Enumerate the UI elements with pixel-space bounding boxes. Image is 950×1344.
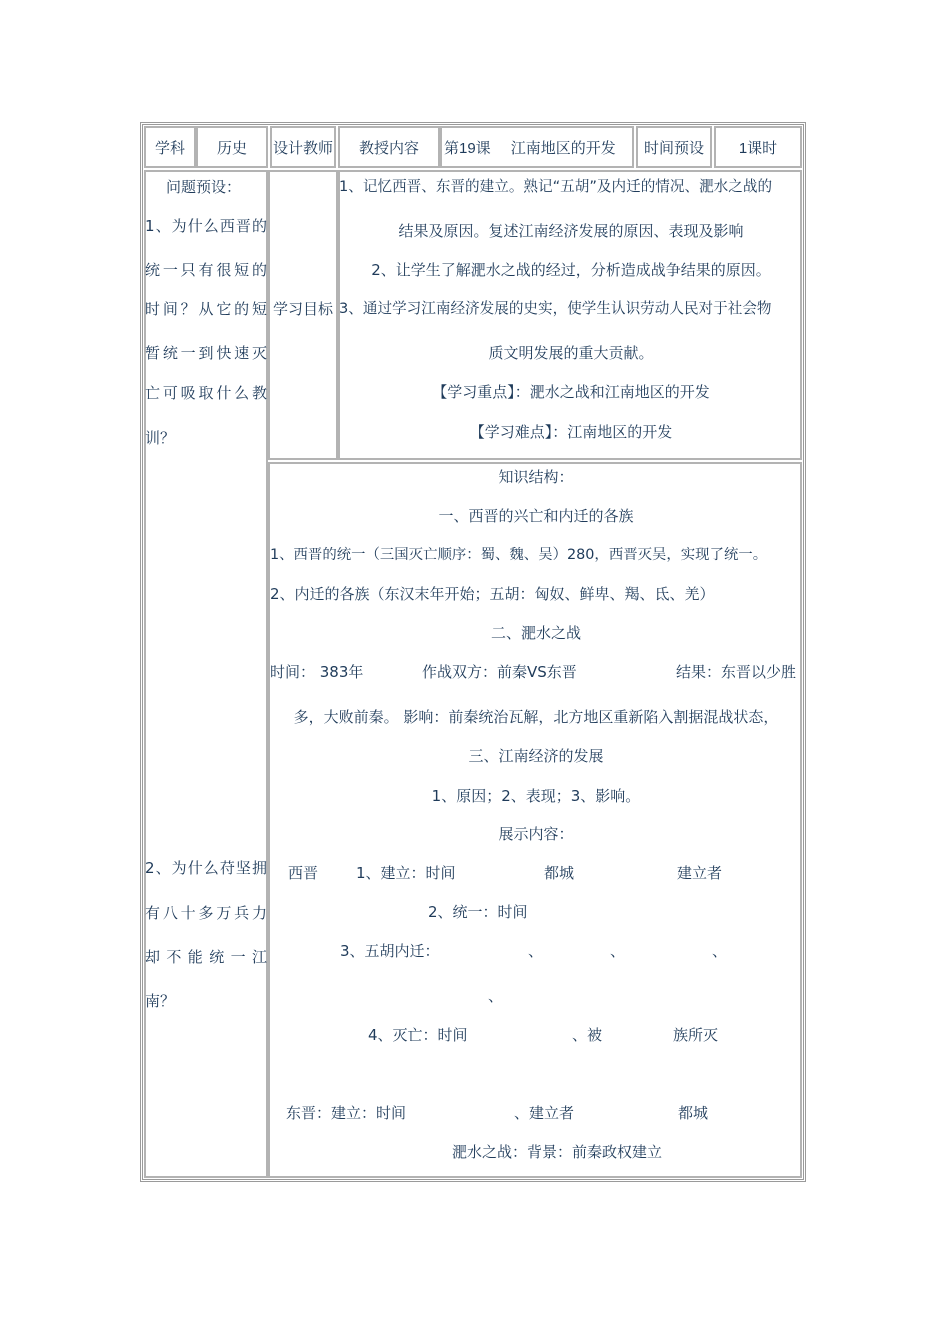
knowledge-title: 知识结构：: [498, 468, 574, 486]
goals-label: 学习目标: [272, 300, 333, 318]
questions-cell: [144, 170, 268, 1178]
dongjin-capital: 都城: [678, 1104, 709, 1122]
section-1-title: 一、西晋的兴亡和内迁的各族: [438, 507, 634, 525]
difficult-point: 【学习难点】：江南地区的开发: [469, 423, 673, 441]
time-value: 1课时: [738, 139, 778, 157]
section-2-sides: 作战双方：前秦VS东晋: [422, 663, 577, 681]
dongjin-found-time: 东晋：建立：时间: [286, 1104, 407, 1122]
migration-separator-4: 、: [488, 987, 504, 1005]
xijin-unify-time: 2、统一：时间: [428, 903, 528, 921]
lesson-cell: [440, 126, 634, 168]
subject-value: 历史: [216, 138, 247, 157]
question-1-line: 统一只有很短的: [145, 261, 267, 279]
xijin-label: 西晋: [288, 864, 319, 882]
content-label: 教授内容: [358, 138, 419, 157]
goal-3-line-1: 3、通过学习江南经济发展的史实，使学生认识劳动人民对于社会物: [339, 300, 772, 317]
subject-label-cell: [144, 126, 196, 168]
goal-3-line-2: 质文明发展的重大贡献。: [488, 344, 654, 362]
dongjin-founder: 、建立者: [514, 1104, 575, 1122]
goal-1-line-2: 结果及原因。复述江南经济发展的原因、表现及影响: [398, 222, 744, 240]
goal-2: 2、让学生了解淝水之战的经过，分析造成战争结果的原因。: [371, 261, 771, 279]
time-label-cell: [636, 126, 712, 168]
migration-separator-3: 、: [712, 942, 728, 960]
question-2-line: 却不能统一江: [145, 948, 267, 966]
question-1-line: 训？: [145, 429, 176, 447]
goal-1-line-1: 1、记忆西晋、东晋的建立。熟记“五胡”及内迁的情况、淝水之战的: [339, 178, 773, 195]
lesson-number: 第19课: [444, 139, 491, 157]
subject-label: 学科: [154, 138, 185, 157]
section-1-item-2: 2、内迁的各族（东汉末年开始；五胡：匈奴、鲜卑、羯、氐、羌）: [270, 585, 715, 603]
xijin-founder: 建立者: [677, 864, 723, 882]
question-1-line: 时间？从它的短: [145, 300, 267, 318]
content-label-cell: [338, 126, 440, 168]
section-2-line-2: 多，大败前秦。 影响：前秦统治瓦解，北方地区重新陷入割据混战状态，: [293, 708, 779, 726]
xijin-fall-time: 4、灭亡：时间: [368, 1026, 468, 1044]
xijin-migration: 3、五胡内迁：: [340, 942, 440, 960]
section-3-title: 三、江南经济的发展: [468, 747, 604, 765]
question-2-line: 有八十多万兵力: [145, 904, 267, 922]
xijin-found-time: 1、建立：时间: [356, 864, 456, 882]
xijin-capital: 都城: [544, 864, 575, 882]
section-1-item-1: 1、西晋的统一（三国灭亡顺序：蜀、魏、吴）280，西晋灭吴，实现了统一。: [270, 547, 768, 563]
question-1-line: 1、为什么西晋的: [145, 217, 267, 235]
feishui-background: 淝水之战：背景：前秦政权建立: [452, 1143, 663, 1161]
xijin-fall-tribe: 族所灭: [673, 1026, 719, 1044]
question-2-line: 南？: [145, 992, 176, 1010]
section-3-items: 1、原因；2、表现；3、影响。: [431, 787, 641, 805]
key-point: 【学习重点】：淝水之战和江南地区的开发: [432, 383, 710, 401]
subject-value-cell: [196, 126, 268, 168]
migration-separator-2: 、: [610, 942, 626, 960]
question-2-line: 2、为什么苻坚拥: [145, 859, 267, 877]
lesson-title: 江南地区的开发: [510, 138, 616, 157]
xijin-fall-by: 、被: [572, 1026, 603, 1044]
section-2-result: 结果：东晋以少胜: [676, 663, 797, 681]
time-label: 时间预设: [643, 138, 704, 157]
migration-separator-1: 、: [528, 942, 544, 960]
section-2-time: 时间： 383年: [270, 663, 364, 681]
questions-title: 问题预设：: [166, 178, 242, 196]
designer-label-cell: [270, 126, 336, 168]
question-1-line: 暂统一到快速灭: [145, 344, 267, 362]
section-2-title: 二、淝水之战: [490, 624, 581, 642]
designer-label: 设计教师: [273, 138, 334, 157]
time-value-cell: [714, 126, 802, 168]
display-title: 展示内容：: [498, 825, 574, 843]
question-1-line: 亡可吸取什么教: [145, 384, 267, 402]
knowledge-cell: [268, 462, 802, 1178]
